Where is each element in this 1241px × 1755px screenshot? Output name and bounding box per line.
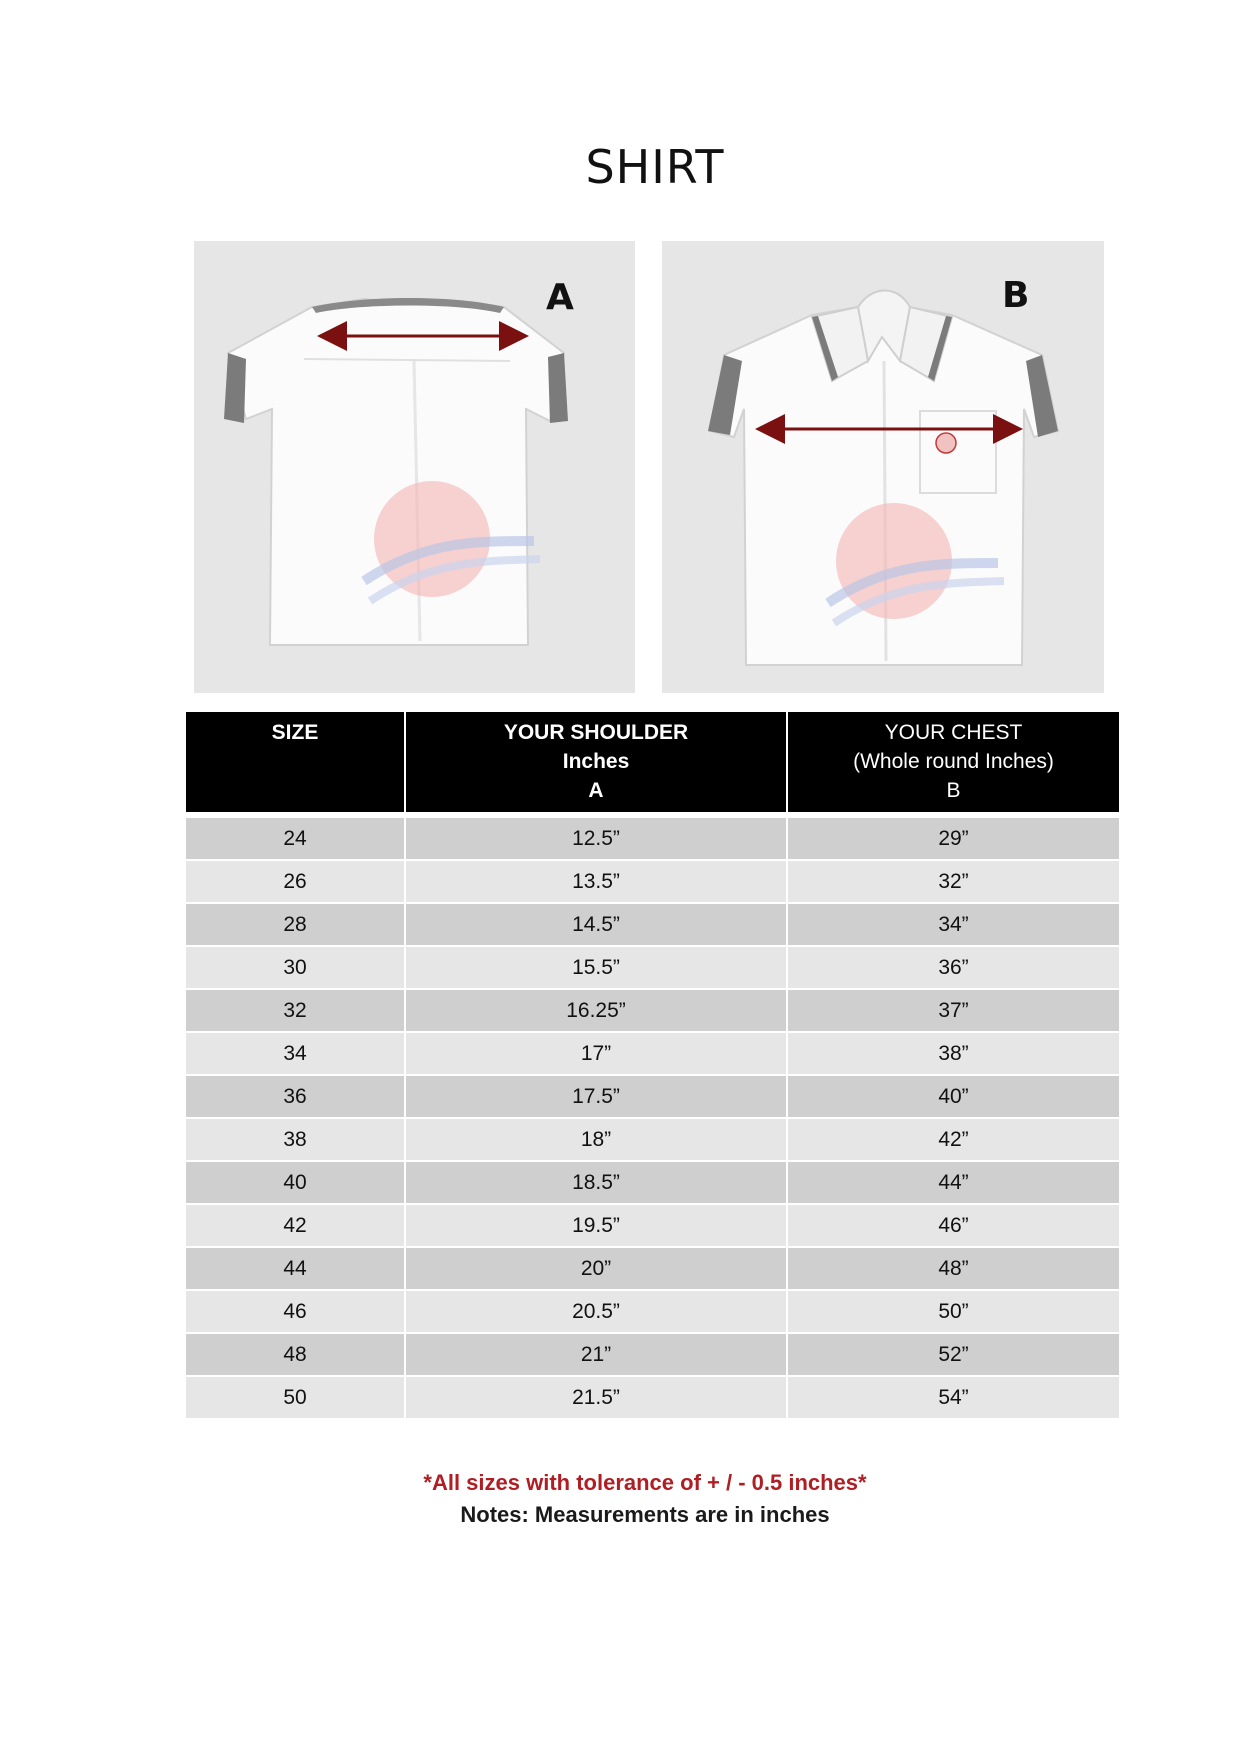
- units-note: Notes: Measurements are in inches: [460, 1502, 830, 1527]
- shoulder-cell: 17”: [406, 1033, 788, 1076]
- size-cell: 32: [186, 990, 406, 1033]
- chest-cell: 37”: [788, 990, 1119, 1033]
- table-row: [186, 990, 1119, 1033]
- size-cell: 30: [186, 947, 406, 990]
- chest-cell: 46”: [788, 1205, 1119, 1248]
- size-cell: 34: [186, 1033, 406, 1076]
- shoulder-cell: 12.5”: [406, 818, 788, 861]
- size-cell: 36: [186, 1076, 406, 1119]
- chest-cell: 36”: [788, 947, 1119, 990]
- chest-cell: 38”: [788, 1033, 1119, 1076]
- chest-cell: 50”: [788, 1291, 1119, 1334]
- size-cell: 26: [186, 861, 406, 904]
- size-cell: 50: [186, 1377, 406, 1420]
- size-table: [186, 712, 1119, 1420]
- shoulder-cell: 21.5”: [406, 1377, 788, 1420]
- chest-cell: 29”: [788, 818, 1119, 861]
- size-cell: 44: [186, 1248, 406, 1291]
- shirt-front-photo: [662, 241, 1104, 693]
- table-row: [186, 947, 1119, 990]
- table-row: [186, 1033, 1119, 1076]
- table-row: [186, 861, 1119, 904]
- header-shoulder-line3: A: [588, 779, 604, 802]
- chest-cell: 54”: [788, 1377, 1119, 1420]
- table-header-row: [186, 712, 1119, 812]
- shoulder-cell: 13.5”: [406, 861, 788, 904]
- chest-cell: 34”: [788, 904, 1119, 947]
- chest-cell: 52”: [788, 1334, 1119, 1377]
- tolerance-note: *All sizes with tolerance of + / - 0.5 inches*: [423, 1470, 867, 1495]
- size-cell: 48: [186, 1334, 406, 1377]
- shoulder-cell: 20”: [406, 1248, 788, 1291]
- size-cell: 28: [186, 904, 406, 947]
- header-chest: [788, 712, 1119, 812]
- shoulder-cell: 19.5”: [406, 1205, 788, 1248]
- table-row: [186, 1248, 1119, 1291]
- header-shoulder: [406, 712, 788, 812]
- table-row: [186, 1377, 1119, 1420]
- table-row: [186, 1334, 1119, 1377]
- shoulder-cell: 18.5”: [406, 1162, 788, 1205]
- header-shoulder-line1: YOUR SHOULDER: [503, 721, 689, 744]
- table-row: [186, 1076, 1119, 1119]
- shoulder-cell: 18”: [406, 1119, 788, 1162]
- shoulder-cell: 14.5”: [406, 904, 788, 947]
- size-cell: 42: [186, 1205, 406, 1248]
- table-row: [186, 818, 1119, 861]
- shoulder-cell: 15.5”: [406, 947, 788, 990]
- header-chest-line3: B: [946, 779, 961, 802]
- chest-cell: 44”: [788, 1162, 1119, 1205]
- header-chest-line1: YOUR CHEST: [884, 721, 1023, 744]
- size-rows: [186, 818, 1119, 1420]
- page-title: SHIRT: [585, 140, 725, 194]
- size-cell: 38: [186, 1119, 406, 1162]
- chest-cell: 40”: [788, 1076, 1119, 1119]
- table-row: [186, 1291, 1119, 1334]
- shoulder-cell: 21”: [406, 1334, 788, 1377]
- chest-cell: 32”: [788, 861, 1119, 904]
- label-b: B: [1002, 275, 1030, 316]
- header-shoulder-line2: Inches: [562, 750, 630, 773]
- shoulder-cell: 20.5”: [406, 1291, 788, 1334]
- table-row: [186, 1162, 1119, 1205]
- shirt-front-icon: [662, 241, 1104, 693]
- chest-cell: 48”: [788, 1248, 1119, 1291]
- shoulder-cell: 16.25”: [406, 990, 788, 1033]
- header-size-line1: SIZE: [271, 721, 319, 744]
- table-row: [186, 1119, 1119, 1162]
- header-chest-line2: (Whole round Inches): [853, 750, 1054, 773]
- size-cell: 40: [186, 1162, 406, 1205]
- header-size: [186, 712, 406, 812]
- shoulder-cell: 17.5”: [406, 1076, 788, 1119]
- size-cell: 24: [186, 818, 406, 861]
- table-row: [186, 1205, 1119, 1248]
- label-a: A: [546, 277, 574, 318]
- chest-cell: 42”: [788, 1119, 1119, 1162]
- size-cell: 46: [186, 1291, 406, 1334]
- shirt-back-photo: [194, 241, 635, 693]
- table-row: [186, 904, 1119, 947]
